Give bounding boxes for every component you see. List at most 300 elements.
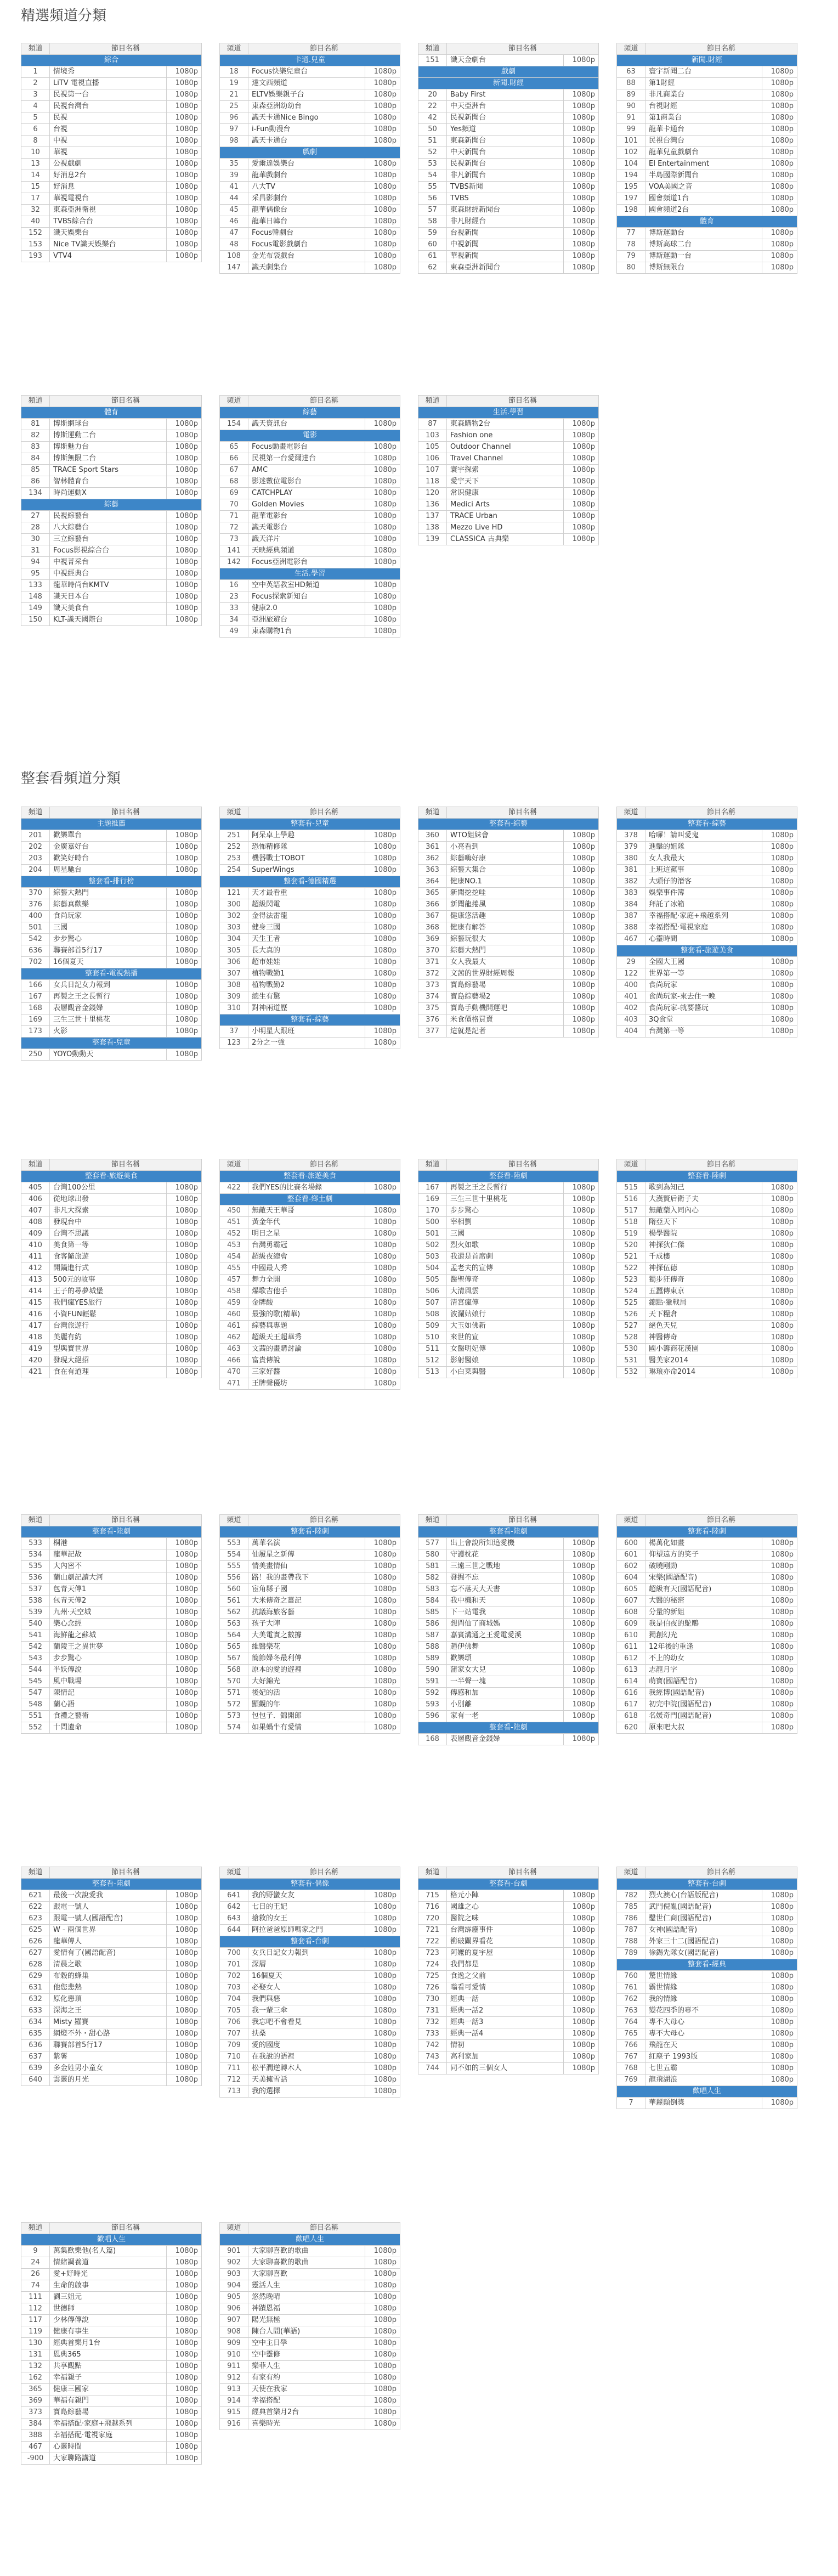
channel-row xyxy=(220,2051,400,2063)
channel-name: 搶救的女王 xyxy=(248,1913,365,1925)
channel-name: 博斯運動二台 xyxy=(50,430,167,442)
channel-number: 636 xyxy=(21,2040,50,2051)
channel-resolution: 1080p xyxy=(166,112,201,124)
channel-row xyxy=(220,251,400,262)
channel-name: 識天卡通Nice Bingo xyxy=(248,112,365,124)
channel-resolution: 1080p xyxy=(762,251,797,262)
channel-number: 768 xyxy=(617,2063,646,2075)
channel-number: 634 xyxy=(21,2017,50,2028)
channel-resolution: 1080p xyxy=(563,1003,598,1014)
channel-row xyxy=(21,430,202,442)
header-program-name: 節目名稱 xyxy=(447,1515,599,1526)
channel-resolution: 1080p xyxy=(365,2407,400,2419)
channel-name: 東森亞洲衛視 xyxy=(50,205,167,216)
channel-table xyxy=(616,807,797,1038)
channel-number: 761 xyxy=(617,1982,646,1994)
channel-row xyxy=(617,1205,797,1217)
channel-resolution: 1080p xyxy=(762,865,797,876)
channel-row xyxy=(21,1049,202,1061)
channel-row xyxy=(418,1252,599,1263)
channel-number: 307 xyxy=(220,968,248,980)
channel-resolution: 1080p xyxy=(563,1653,598,1665)
channel-resolution: 1080p xyxy=(166,888,201,899)
channel-number: 14 xyxy=(21,170,50,182)
channel-resolution: 1080p xyxy=(563,1332,598,1344)
channel-row xyxy=(617,980,797,991)
channel-resolution: 1080p xyxy=(365,545,400,557)
channel-name: 大內密不 xyxy=(50,1561,167,1572)
channel-resolution: 1080p xyxy=(166,991,201,1003)
channel-resolution: 1080p xyxy=(365,2246,400,2257)
channel-resolution: 1080p xyxy=(762,193,797,205)
channel-name: 第1財經 xyxy=(646,78,762,89)
channel-resolution: 1080p xyxy=(365,1948,400,1959)
channel-row xyxy=(220,1619,400,1630)
channel-resolution: 1080p xyxy=(166,2338,201,2349)
channel-resolution: 1080p xyxy=(762,1332,797,1344)
channel-resolution: 1080p xyxy=(563,888,598,899)
table-body xyxy=(220,1879,400,2098)
channel-row xyxy=(617,957,797,968)
channel-number: 539 xyxy=(21,1607,50,1619)
channel-name: 台灣不思議 xyxy=(50,1228,167,1240)
channel-number: 201 xyxy=(21,830,50,842)
channel-row xyxy=(418,1275,599,1286)
channel-resolution: 1080p xyxy=(166,2303,201,2315)
channel-name: 火影 xyxy=(50,1026,167,1038)
channel-name: 寰宇新聞二台 xyxy=(646,66,762,78)
channel-row xyxy=(220,957,400,968)
channel-row xyxy=(220,603,400,615)
channel-resolution: 1080p xyxy=(166,911,201,922)
channel-number: 96 xyxy=(220,112,248,124)
channel-name: 華視新聞 xyxy=(447,251,564,262)
channel-number: 303 xyxy=(220,922,248,934)
channel-row xyxy=(21,1321,202,1332)
channel-name: 第1商業台 xyxy=(646,112,762,124)
channel-name: Focus動畫電影台 xyxy=(248,442,365,453)
header-program-name: 節目名稱 xyxy=(50,1159,202,1171)
channel-row xyxy=(21,1948,202,1959)
channel-number: 903 xyxy=(220,2269,248,2280)
channel-number: 562 xyxy=(220,1607,248,1619)
channel-number: 913 xyxy=(220,2384,248,2395)
channel-name: 公視戲劇 xyxy=(50,159,167,170)
channel-row xyxy=(418,170,599,182)
channel-row xyxy=(21,1205,202,1217)
channel-row xyxy=(418,1948,599,1959)
channel-resolution: 1080p xyxy=(563,1676,598,1688)
channel-resolution: 1080p xyxy=(365,2419,400,2430)
channel-row xyxy=(220,419,400,430)
channel-row xyxy=(220,1038,400,1049)
channel-name: 格元小陣 xyxy=(447,1890,564,1902)
channel-name: 空中英語教室HD頻道 xyxy=(248,580,365,591)
channel-resolution: 1080p xyxy=(762,1607,797,1619)
channel-resolution: 1080p xyxy=(563,1549,598,1561)
channel-resolution: 1080p xyxy=(563,534,598,545)
channel-resolution: 1080p xyxy=(365,2303,400,2315)
channel-name: 華視電視台 xyxy=(50,193,167,205)
channel-row xyxy=(21,2246,202,2257)
channel-row xyxy=(418,1263,599,1275)
channel-name: 龍華電影台 xyxy=(248,511,365,522)
channel-name: 中視經典台 xyxy=(50,568,167,580)
channel-row xyxy=(21,1014,202,1026)
channel-name: 維醫樂花 xyxy=(248,1642,365,1653)
channel-row xyxy=(617,1263,797,1275)
channel-row xyxy=(21,1699,202,1711)
channel-resolution: 1080p xyxy=(563,980,598,991)
table-header xyxy=(21,807,202,819)
table-header xyxy=(617,43,797,55)
channel-row xyxy=(220,465,400,476)
table-header xyxy=(418,43,599,55)
table-body xyxy=(418,819,599,1038)
channel-number: 373 xyxy=(21,2407,50,2419)
channel-number: 610 xyxy=(617,1630,646,1642)
channel-resolution: 1080p xyxy=(365,2349,400,2361)
channel-resolution: 1080p xyxy=(166,1572,201,1584)
channel-resolution: 1080p xyxy=(762,1913,797,1925)
channel-number: 561 xyxy=(220,1596,248,1607)
channel-name: 食逸之父前 xyxy=(447,1971,564,1982)
category-row xyxy=(220,1194,400,1205)
channel-row xyxy=(220,545,400,557)
channel-number: 103 xyxy=(418,430,447,442)
category-row xyxy=(21,499,202,511)
channel-number: 408 xyxy=(21,1217,50,1228)
channel-resolution: 1080p xyxy=(365,2292,400,2303)
channel-resolution: 1080p xyxy=(563,1344,598,1355)
channel-row xyxy=(21,2384,202,2395)
channel-name: 深層 xyxy=(248,1959,365,1971)
channel-resolution: 1080p xyxy=(563,262,598,274)
channel-name: 小別離 xyxy=(447,1699,564,1711)
category-label: 整套看-兒童 xyxy=(220,819,400,830)
channel-name: 亞洲旅遊台 xyxy=(248,615,365,626)
channel-resolution: 1080p xyxy=(365,842,400,853)
channel-resolution: 1080p xyxy=(563,1619,598,1630)
channel-resolution: 1080p xyxy=(563,170,598,182)
channel-row xyxy=(617,830,797,842)
channel-resolution: 1080p xyxy=(563,899,598,911)
channel-row xyxy=(617,1948,797,1959)
channel-number: 412 xyxy=(21,1263,50,1275)
channel-row xyxy=(21,2442,202,2453)
channel-number: 584 xyxy=(418,1596,447,1607)
channel-number: 170 xyxy=(418,1205,447,1217)
header-program-name: 節目名稱 xyxy=(646,807,797,819)
channel-name: 紅塵子 1993版 xyxy=(646,2051,762,2063)
channel-name: 醫聖傳奇 xyxy=(447,1275,564,1286)
channel-resolution: 1080p xyxy=(166,89,201,101)
channel-row xyxy=(617,89,797,101)
channel-name: 最後一次說愛我 xyxy=(50,1890,167,1902)
channel-number: 904 xyxy=(220,2280,248,2292)
channel-row xyxy=(21,1890,202,1902)
channel-row xyxy=(418,1902,599,1913)
channel-resolution: 1080p xyxy=(762,2063,797,2075)
channel-table xyxy=(219,1159,400,1390)
channel-row xyxy=(617,1994,797,2005)
channel-number: 4 xyxy=(21,101,50,112)
channel-resolution: 1080p xyxy=(166,2017,201,2028)
channel-resolution: 1080p xyxy=(166,1194,201,1205)
channel-name: 國雄之心 xyxy=(447,1902,564,1913)
channel-resolution: 1080p xyxy=(365,1994,400,2005)
channel-name: 大家聊喜歡的歌曲 xyxy=(248,2246,365,2257)
channel-name: 寶島手動機開運吧 xyxy=(447,1003,564,1014)
channel-name: 識天美食台 xyxy=(50,603,167,615)
channel-row xyxy=(418,216,599,228)
channel-resolution: 1080p xyxy=(365,2269,400,2280)
channel-number: 137 xyxy=(418,511,447,522)
channel-name: 女人我最大 xyxy=(447,957,564,968)
channel-number: 545 xyxy=(21,1676,50,1688)
channel-row xyxy=(220,1572,400,1584)
channel-row xyxy=(418,911,599,922)
channel-number: 169 xyxy=(418,1194,447,1205)
channel-name: 紫薯 xyxy=(50,2051,167,2063)
channel-row xyxy=(220,1925,400,1936)
channel-name: 武門倪亂(國語配音) xyxy=(646,1902,762,1913)
channel-number: 421 xyxy=(21,1367,50,1378)
channel-resolution: 1080p xyxy=(166,945,201,957)
channel-number: 413 xyxy=(21,1275,50,1286)
channel-name: 世界第一等 xyxy=(646,968,762,980)
channel-resolution: 1080p xyxy=(166,442,201,453)
channel-number: 302 xyxy=(220,911,248,922)
header-row xyxy=(220,396,400,407)
channel-number: 911 xyxy=(220,2361,248,2372)
channel-number: 902 xyxy=(220,2257,248,2269)
channel-name: 總生有驚 xyxy=(248,991,365,1003)
channel-number: 300 xyxy=(220,899,248,911)
channel-name: Golden Movies xyxy=(248,499,365,511)
channel-row xyxy=(220,78,400,89)
channel-name: 包包子．錦開郎 xyxy=(248,1711,365,1722)
channel-resolution: 1080p xyxy=(563,1205,598,1217)
channel-resolution: 1080p xyxy=(365,2384,400,2395)
table-body xyxy=(21,1171,202,1378)
channel-row xyxy=(617,228,797,239)
channel-number: 526 xyxy=(617,1309,646,1321)
category-label: 主題推薦 xyxy=(21,819,202,830)
header-channel-no: 頻道 xyxy=(617,43,646,55)
channel-number: 602 xyxy=(617,1561,646,1572)
channel-resolution: 1080p xyxy=(762,842,797,853)
channel-row xyxy=(21,442,202,453)
channel-row xyxy=(21,1549,202,1561)
channel-name: Travel Channel xyxy=(447,453,564,465)
channel-row xyxy=(21,1367,202,1378)
channel-name: 阿嬤的夏宇屋 xyxy=(447,1948,564,1959)
channel-resolution: 1080p xyxy=(365,1584,400,1596)
channel-number: 574 xyxy=(220,1722,248,1734)
channel-resolution: 1080p xyxy=(166,1971,201,1982)
channel-name: 發現台中 xyxy=(50,1217,167,1228)
channel-number: 637 xyxy=(21,2051,50,2063)
channel-name: 台視新聞 xyxy=(447,228,564,239)
channel-name: Medici Arts xyxy=(447,499,564,511)
channel-number: 71 xyxy=(220,511,248,522)
channel-row xyxy=(21,2028,202,2040)
channel-resolution: 1080p xyxy=(166,580,201,591)
channel-name: 經典一話2 xyxy=(447,2005,564,2017)
channel-name: 路！我的畫帶我下 xyxy=(248,1572,365,1584)
channel-resolution: 1080p xyxy=(166,2040,201,2051)
category-label: 整套看-電視熱播 xyxy=(21,968,202,980)
channel-number: 763 xyxy=(617,2005,646,2017)
table-body xyxy=(21,819,202,1061)
channel-name: 幸福搭配‧電視家庭 xyxy=(646,922,762,934)
channel-row xyxy=(617,1561,797,1572)
channel-number: 511 xyxy=(418,1344,447,1355)
channel-resolution: 1080p xyxy=(762,888,797,899)
channel-number: 639 xyxy=(21,2063,50,2075)
channel-name: 萬集歡樂他(名人篇) xyxy=(50,2246,167,2257)
channel-resolution: 1080p xyxy=(365,1676,400,1688)
channel-resolution: 1080p xyxy=(762,1228,797,1240)
channel-number: 87 xyxy=(418,419,447,430)
channel-row xyxy=(21,1275,202,1286)
channel-name: 健康悠活趣 xyxy=(447,911,564,922)
channel-name: 專不大母心 xyxy=(646,2017,762,2028)
channel-row xyxy=(21,239,202,251)
channel-name: 非凡大探索 xyxy=(50,1205,167,1217)
channel-number: 122 xyxy=(617,968,646,980)
channel-row xyxy=(220,1182,400,1194)
channel-number: 901 xyxy=(220,2246,248,2257)
channel-name: 綜藝真歡樂 xyxy=(50,899,167,911)
table-body xyxy=(418,1171,599,1378)
channel-row xyxy=(220,1309,400,1321)
channel-number: 8 xyxy=(21,136,50,147)
channel-row xyxy=(418,182,599,193)
channel-number: 570 xyxy=(220,1676,248,1688)
category-label: 綜藝 xyxy=(220,407,400,419)
channel-resolution: 1080p xyxy=(365,66,400,78)
channel-resolution: 1080p xyxy=(166,251,201,262)
channel-number: 61 xyxy=(418,251,447,262)
category-row xyxy=(21,876,202,888)
channel-number: 22 xyxy=(418,101,447,112)
channel-name: 哈囉！請叫愛鬼 xyxy=(646,830,762,842)
channel-row xyxy=(418,1971,599,1982)
channel-row xyxy=(21,899,202,911)
header-row xyxy=(418,43,599,55)
channel-row xyxy=(21,545,202,557)
channel-name: 歡笑好時台 xyxy=(50,853,167,865)
channel-table xyxy=(616,1159,797,1378)
channel-number: 506 xyxy=(418,1286,447,1298)
channel-name: 經典一話4 xyxy=(447,2028,564,2040)
channel-resolution: 1080p xyxy=(166,182,201,193)
channel-number: 785 xyxy=(617,1902,646,1913)
channel-number: 305 xyxy=(220,945,248,957)
table-header xyxy=(220,807,400,819)
category-row xyxy=(418,66,599,78)
channel-resolution: 1080p xyxy=(563,101,598,112)
channel-name: 最強的歌(精華) xyxy=(248,1309,365,1321)
channel-number: 374 xyxy=(418,991,447,1003)
header-channel-no: 頻道 xyxy=(617,807,646,819)
channel-name: 愛情有了(國語配音) xyxy=(50,1948,167,1959)
channel-row xyxy=(220,534,400,545)
channel-row xyxy=(617,1699,797,1711)
header-channel-no: 頻道 xyxy=(418,396,447,407)
channel-number: 15 xyxy=(21,182,50,193)
channel-row xyxy=(220,2040,400,2051)
table-header xyxy=(21,1159,202,1171)
channel-name: 愛+好時光 xyxy=(50,2269,167,2280)
channel-row xyxy=(617,239,797,251)
channel-number: 410 xyxy=(21,1240,50,1252)
channel-resolution: 1080p xyxy=(365,957,400,968)
channel-name: 機器戰士TOBOT xyxy=(248,853,365,865)
category-row xyxy=(220,147,400,159)
channel-resolution: 1080p xyxy=(166,1252,201,1263)
channel-name: 食尚玩家 xyxy=(50,911,167,922)
channel-resolution: 1080p xyxy=(166,1298,201,1309)
channel-number: 366 xyxy=(418,899,447,911)
channel-number: 130 xyxy=(21,2338,50,2349)
channel-row xyxy=(220,1688,400,1699)
channel-number: 510 xyxy=(418,1332,447,1344)
channel-row xyxy=(220,580,400,591)
channel-resolution: 1080p xyxy=(563,55,598,66)
channel-row xyxy=(418,1332,599,1344)
channel-name: 一半聲一塊 xyxy=(447,1676,564,1688)
channel-resolution: 1080p xyxy=(365,1902,400,1913)
channel-resolution: 1080p xyxy=(563,476,598,488)
channel-name: 我的野蠻女友 xyxy=(248,1890,365,1902)
channel-row xyxy=(220,1344,400,1355)
channel-resolution: 1080p xyxy=(166,1026,201,1038)
category-row xyxy=(418,1171,599,1182)
channel-row xyxy=(418,2051,599,2063)
category-label: 整套看-陸劇 xyxy=(617,1526,797,1538)
channel-resolution: 1080p xyxy=(365,1549,400,1561)
channel-table xyxy=(616,1514,797,1734)
channel-number: 23 xyxy=(220,591,248,603)
channel-name: 發掘不忘 xyxy=(447,1572,564,1584)
table-body xyxy=(21,407,202,626)
channel-resolution: 1080p xyxy=(563,842,598,853)
channel-resolution: 1080p xyxy=(166,1913,201,1925)
channel-row xyxy=(617,1572,797,1584)
channel-number: 644 xyxy=(220,1925,248,1936)
category-label: 整套看-陸劇 xyxy=(617,1171,797,1182)
channel-name: 王牌聲優坊 xyxy=(248,1378,365,1390)
channel-row xyxy=(21,1630,202,1642)
channel-number: 524 xyxy=(617,1286,646,1298)
channel-row xyxy=(21,830,202,842)
channel-number: 702 xyxy=(220,1971,248,1982)
channel-resolution: 1080p xyxy=(762,1699,797,1711)
channel-name: 王子的尋夢城堡 xyxy=(50,1286,167,1298)
channel-row xyxy=(21,2075,202,2086)
channel-resolution: 1080p xyxy=(365,1298,400,1309)
channel-number: 512 xyxy=(418,1355,447,1367)
category-label: 整套看-台劇 xyxy=(617,1879,797,1890)
channel-row xyxy=(617,899,797,911)
channel-resolution: 1080p xyxy=(563,1607,598,1619)
channel-name: CATCHPLAY xyxy=(248,488,365,499)
channel-number: 371 xyxy=(418,957,447,968)
channel-name: 新聞挖挖哇 xyxy=(447,888,564,899)
